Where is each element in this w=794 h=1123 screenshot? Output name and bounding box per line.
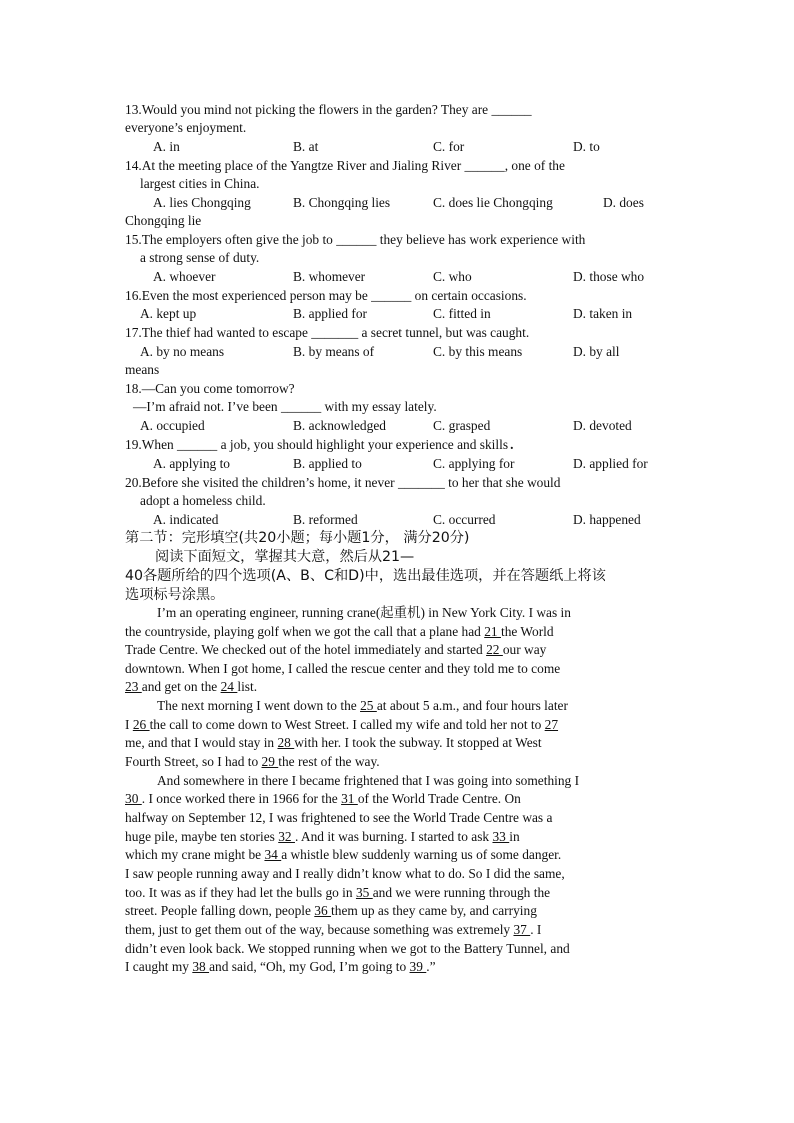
passage-line [125,641,546,659]
q14-option-d: D. does [603,195,644,210]
q18-option-a: A. occupied [140,418,205,433]
q20-option-a: A. indicated [153,512,219,527]
passage-line [125,921,541,939]
passage-line [125,678,257,696]
blank-21: 21 [484,624,501,639]
q15-option-c: C. who [433,269,472,284]
passage-line: I saw people running away and I really didn’t know what to do. So I did the same, [125,866,565,881]
q20-option-b: B. reformed [293,512,358,527]
passage-line [125,884,550,902]
passage-text: I [125,717,133,732]
blank-31: 31 [341,791,358,806]
passage-text: huge pile, maybe ten stories [125,829,279,844]
blank-26: 26 [132,717,150,732]
q16-option-c: C. fitted in [433,306,491,321]
q13-line2: everyone’s enjoyment. [125,120,247,135]
q15-option-b: B. whomever [293,269,366,284]
blank-24: 24 [220,679,238,694]
q20-option-c: C. occurred [433,512,496,527]
passage-text: and get on the [141,679,221,694]
passage-text: The next morning I went down to the [157,698,361,713]
blank-36: 36 [314,903,332,918]
passage-text: . And it was burning. I started to ask [294,829,493,844]
blank-29: 29 [261,754,279,769]
passage-text: the call to come down to West Street. I called my wife and told her not to [149,717,545,732]
passage-text: the countryside, playing golf when we got the call that a plane had [125,624,485,639]
passage-text: the rest of the way. [278,754,380,769]
passage-text: . I [530,922,542,937]
passage-line: halfway on September 12, I was frightened to see the World Trade Centre was a [125,810,553,825]
q14-option-a: A. lies Chongqing [153,195,251,210]
q17-line3: means [125,362,160,377]
q13-option-c: C. for [433,139,465,154]
passage-text: of the World Trade Centre. On [357,791,521,806]
section2-heading: 第二节：完形填空(共20小题；每小题1分， 满分20分) [125,530,470,546]
q19-text: 19.When ______ a job, you should highlight your experience and skills [125,437,509,452]
passage-text: Trade Centre. We checked out of the hotel immediately and started [125,642,487,657]
q14-line2: largest cities in China. [140,176,260,191]
q19-option-b: B. applied to [293,456,362,471]
q16-option-a: A. kept up [140,306,197,321]
q16-line1: 16.Even the most experienced person may be ______ on certain occasions. [125,288,527,303]
passage-text: and said, “Oh, my God, I’m going to [209,959,410,974]
passage-line: I’m an operating engineer, running crane(起重机) in New York City. I was in [157,605,571,620]
q14-line3: Chongqing lie [125,213,202,228]
passage-text: them up as they came by, and carrying [331,903,537,918]
q17-option-d: D. by all [573,344,620,359]
q17-option-c: C. by this means [433,344,523,359]
blank-25: 25 [360,698,377,713]
passage-line [125,958,436,976]
blank-30: 30 [125,791,142,806]
section2-instruction-line3: 选项标号涂黑。 [125,587,225,603]
blank-33: 33 [492,829,510,844]
passage-text: which my crane might be [125,847,265,862]
blank-34: 34 [264,847,282,862]
q20-line2: adopt a homeless child. [140,493,266,508]
blank-28: 28 [277,735,295,750]
passage-text: me, and that I would stay in [125,735,278,750]
blank-32: 32 [278,829,295,844]
q13-option-a: A. in [153,139,180,154]
q15-line1: 15.The employers often give the job to ______ they believe has work experience with [125,232,586,247]
passage-line [125,734,542,752]
passage-text: a whistle blew suddenly warning us of some danger. [281,847,562,862]
blank-38: 38 [192,959,210,974]
passage-line [125,902,537,920]
passage-text: street. People falling down, people [125,903,315,918]
passage-text: and we were running through the [372,885,551,900]
passage-text: with her. I took the subway. It stopped at West [294,735,542,750]
q13-line1: 13.Would you mind not picking the flowers in the garden? They are ______ [125,102,532,117]
passage-text: the World [500,624,554,639]
q19-option-c: C. applying for [433,456,515,471]
blank-27: 27 [544,717,559,732]
q17-option-a: A. by no means [140,344,225,359]
q17-option-b: B. by means of [293,344,375,359]
passage-text: . I once worked there in 1966 for the [141,791,342,806]
q14-line1: 14.At the meeting place of the Yangtze River and Jialing River ______, one of the [125,158,565,173]
passage-text: too. It was as if they had let the bulls go in [125,885,356,900]
passage-text: our way [502,642,547,657]
q14-option-c: C. does lie Chongqing [433,195,553,210]
blank-37: 37 [513,922,531,937]
q15-option-a: A. whoever [153,269,216,284]
passage-text: them, just to get them out of the way, because something was extremely [125,922,514,937]
q15-option-d: D. those who [573,269,645,284]
passage-text: .” [426,959,436,974]
passage-text: Fourth Street, so I had to [125,754,262,769]
section2-instruction-line1: 阅读下面短文，掌握其大意，然后从21— [155,549,415,565]
blank-39: 39 [409,959,427,974]
section2-instruction-line2: 40各题所给的四个选项(A、B、C和D)中，选出最佳选项，并在答题纸上将该 [125,568,606,584]
q15-line2: a strong sense of duty. [140,250,260,265]
q13-option-d: D. to [573,139,600,154]
passage-line [125,846,561,864]
passage-line [125,716,558,734]
passage-line [125,623,554,641]
q18-option-c: C. grasped [433,418,491,433]
blank-22: 22 [486,642,503,657]
q14-option-b: B. Chongqing lies [293,195,391,210]
q20-option-d: D. happened [573,512,641,527]
q19-option-a: A. applying to [153,456,230,471]
q18-line2: —I’m afraid not. I’ve been ______ with my essay lately. [133,399,437,414]
passage-text: in [509,829,520,844]
q19-line1 [125,436,513,454]
q18-line1: 18.—Can you come tomorrow? [125,381,295,396]
passage-line [125,828,520,846]
blank-35: 35 [355,885,373,900]
q19-option-d: D. applied for [573,456,648,471]
q18-option-d: D. devoted [573,418,632,433]
passage-line: didn’t even look back. We stopped running when we got to the Battery Tunnel, and [125,941,570,956]
q16-option-d: D. taken in [573,306,633,321]
q13-option-b: B. at [293,139,319,154]
passage-line [125,753,380,771]
q18-option-b: B. acknowledged [293,418,386,433]
passage-line [157,697,568,715]
passage-text: at about 5 a.m., and four hours later [376,698,568,713]
q20-line1: 20.Before she visited the children’s home, it never _______ to her that she would [125,475,561,490]
passage-text: list. [237,679,258,694]
q16-option-b: B. applied for [293,306,368,321]
q19-dot: . [510,437,514,452]
passage-line: And somewhere in there I became frightened that I was going into something I [157,773,580,788]
passage-line: downtown. When I got home, I called the rescue center and they told me to come [125,661,561,676]
blank-23: 23 [125,679,142,694]
passage-line [125,790,521,808]
q17-line1: 17.The thief had wanted to escape _______ a secret tunnel, but was caught. [125,325,530,340]
passage-text: I caught my [125,959,193,974]
